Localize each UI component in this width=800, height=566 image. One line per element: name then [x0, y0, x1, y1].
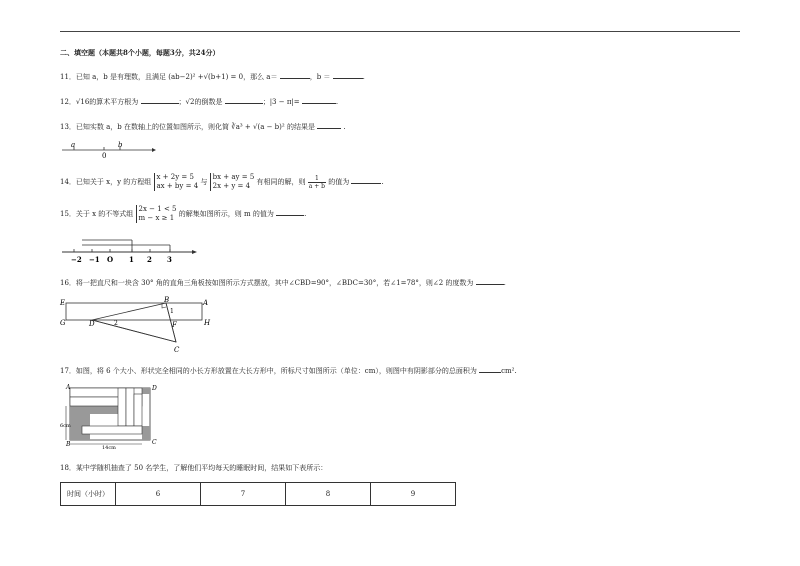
table-cell: 7 [201, 483, 286, 506]
q12-sep1: ； [178, 98, 186, 106]
q16-end: . [503, 279, 506, 287]
ruler [66, 303, 202, 320]
fig16-angle-1: 1 [170, 308, 174, 315]
q11-expression: (ab−2)² +√(b+1) = 0 [168, 73, 244, 81]
q14-frac-num: 1 [308, 175, 326, 183]
q12-blank-3[interactable] [302, 96, 339, 106]
numline2-tick-label: 2 [147, 255, 152, 264]
q15-prefix: 15．关于 x 的不等式组 [60, 210, 134, 218]
table-cell: 8 [286, 483, 371, 506]
question-15 [60, 204, 306, 224]
q11-end: . [362, 73, 365, 81]
q11-mid: ，那么 a＝ [243, 73, 278, 81]
q12-blank-2[interactable] [225, 96, 263, 104]
q15-end: . [304, 210, 307, 218]
arrow-right-icon [192, 250, 197, 254]
number-line-1 [60, 140, 160, 162]
q14-frac-den: a + b [308, 182, 326, 190]
q17-unit: cm². [501, 367, 517, 375]
question-16 [60, 277, 506, 288]
fig16-label-A: A [203, 299, 209, 307]
table-header-cell: 时间（小时） [61, 483, 116, 506]
q14-prefix: 14．已知关于 x，y 的方程组 [60, 178, 152, 186]
arrow-right-icon [152, 148, 156, 152]
fig17-label-B: B [66, 441, 71, 448]
q16-text: 16．将一把直尺和一块含 30° 角的直角三角板按如图所示方式摆放，其中∠CBD=90°，∠BDC=30°，若∠1=78°，则∠2 的度数为 [60, 279, 474, 287]
fig16-angle-2: 2 [114, 320, 118, 327]
numline1-label-a: a [71, 141, 76, 149]
table-row [61, 483, 456, 506]
q15-blank[interactable] [276, 208, 307, 218]
set-square [92, 303, 176, 342]
q12-sqrt2: √2 [185, 98, 195, 106]
fig16-label-D: D [89, 320, 95, 328]
number-line-2 [60, 236, 200, 266]
numline1-label-zero: 0 [102, 152, 107, 160]
q14-sysB-row1: bx + ay = 5 [212, 173, 255, 181]
q13-text: 13．已知实数 a，b 在数轴上的位置如图所示，则化简 [60, 123, 230, 131]
q13-end: . [343, 123, 346, 131]
q15-sys-row1: 2x − 1 < 5 [138, 205, 177, 213]
numline1-label-b: b [118, 141, 123, 149]
q12-text1: 的算术平方根为 [89, 98, 139, 106]
q14-sysB-row2: 2x + y = 4 [212, 182, 251, 190]
q12-sep2: ； [262, 98, 270, 106]
question-18 [60, 463, 327, 473]
q12-blank-1[interactable] [141, 96, 179, 104]
fig17-height-label: 6cm [60, 423, 71, 429]
q15-system [136, 205, 177, 223]
q12-text3: 的倒数是 [194, 98, 223, 106]
question-12 [60, 96, 338, 107]
table-cell: 9 [371, 483, 456, 506]
fig17-label-D: D [152, 385, 157, 392]
q13-tail: 的结果是 [286, 123, 315, 131]
q14-with: 与 [200, 178, 208, 186]
fig16-label-F: F [172, 321, 177, 329]
numline2-tick-label: −1 [89, 255, 100, 264]
sleep-time-table [60, 482, 456, 506]
fig16-label-C: C [174, 346, 180, 354]
q11-blank-a[interactable] [280, 71, 310, 79]
q16-blank[interactable] [476, 277, 504, 285]
q14-sysA-row1: x + 2y = 5 [156, 173, 194, 181]
numline2-tick-label: O [107, 255, 114, 264]
q14-system-b [210, 173, 255, 191]
q12-sqrt16: √16 [75, 98, 90, 106]
numline2-tick-label: 1 [129, 255, 134, 264]
q14-blank[interactable] [351, 176, 384, 186]
q14-end: . [381, 178, 384, 186]
q15-tail: 的解集如图所示，则 m 的值为 [178, 210, 274, 218]
q17-blank[interactable] [479, 365, 501, 373]
numline2-tick-label: −2 [71, 255, 82, 264]
q14-system-a [154, 173, 199, 191]
q12-number: 12． [60, 98, 76, 106]
q12-end: . [335, 98, 339, 106]
q11-sep: ，b ＝ [309, 73, 331, 81]
q13-expression: ∛a³ + √(a − b)² [231, 123, 285, 131]
question-14 [60, 172, 384, 192]
numline2-tick-label: 3 [167, 255, 172, 264]
figure-17 [58, 380, 168, 450]
fig17-width-label: 14cm [102, 445, 116, 450]
q14-fraction [308, 175, 326, 190]
q18-text: 18．某中学随机抽查了 50 名学生，了解他们平均每天的睡眠时间，结果如下表所示： [60, 464, 328, 472]
top-rule [60, 31, 740, 32]
q11-prefix: 11．已知 a，b 是有理数，且满足 [60, 73, 167, 81]
figure-16 [58, 295, 216, 355]
fig16-label-H: H [204, 319, 211, 327]
q14-sysA-row2: ax + by = 4 [156, 182, 199, 190]
question-13 [60, 121, 346, 132]
fig16-label-G: G [60, 319, 66, 327]
question-11 [60, 71, 365, 82]
fig17-label-A: A [66, 384, 71, 391]
section-title: 二、填空题（本题共8个小题，每题3分，共24分） [60, 48, 220, 57]
q14-tail1: 有相同的解，则 [256, 178, 306, 186]
table-cell: 6 [116, 483, 201, 506]
q11-blank-b[interactable] [333, 71, 363, 79]
fig16-label-E: E [60, 299, 66, 307]
q14-tail2: 的值为 [328, 178, 350, 186]
fig17-label-C: C [152, 439, 157, 446]
q13-blank[interactable] [317, 121, 341, 129]
q12-abs: |3 − π| [269, 98, 294, 106]
fig16-label-B: B [164, 296, 170, 304]
q17-text: 17．如图，将 6 个大小、形状完全相同的小长方形放置在大长方形中，所标尺寸如图所示（单位：cm），则图中有阴影部分的总面积为 [60, 367, 477, 375]
question-17 [60, 365, 517, 376]
q15-sys-row2: m − x ≥ 1 [138, 214, 175, 222]
q12-eq: = [293, 98, 300, 106]
